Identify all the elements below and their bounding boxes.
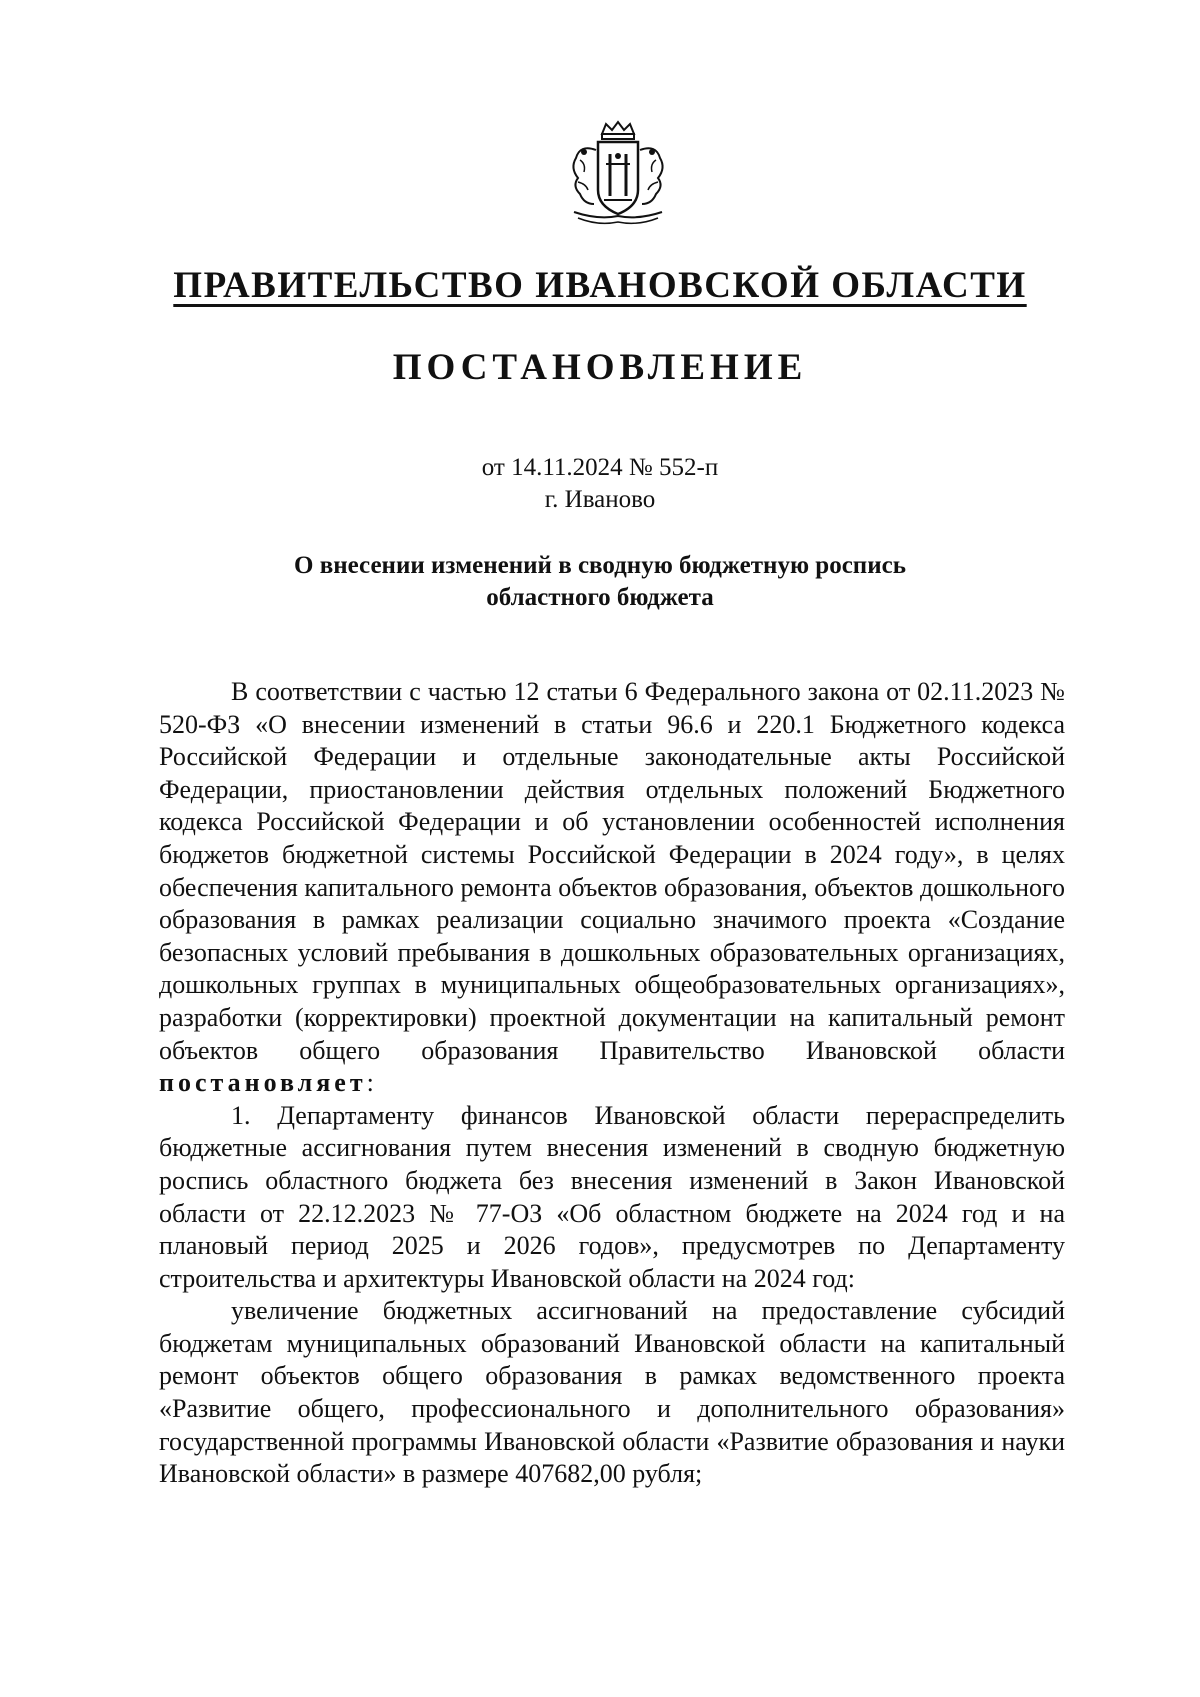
- preamble-paragraph: [159, 676, 1065, 1100]
- document-body: [159, 676, 1065, 1491]
- decree-word: постановляет: [159, 1068, 367, 1098]
- document-meta: [0, 452, 1200, 516]
- item-1-sub-paragraph: увеличение бюджетных ассигнований на предоставление субсидий бюджетам муниципальных образований Ивановской области на капитальный ремонт объектов общего образования в рамках ведомственного проекта «Развитие общего, профессионального и дополнительного образования» государственной программы Ивановской области «Развитие образования и науки Ивановской области» в размере 407682,00 рубля;: [159, 1296, 1065, 1489]
- subject-line-2: областного бюджета: [486, 584, 714, 611]
- subject-line-1: О внесении изменений в сводную бюджетную роспись: [294, 552, 906, 579]
- preamble-text: В соответствии с частью 12 статьи 6 Федерального закона от 02.11.2023 № 520-ФЗ «О внесении изменений в статьи 96.6 и 220.1 Бюджетного кодекса Российской Федерации и отдельные законодательные акты Российской Федерации, приостановлении действия отдельных положений Бюджетного кодекса Российской Федерации и об установлении особенностей исполнения бюджетов бюджетной системы Российской Федерации в 2024 году», в целях обеспечения капитального ремонта объектов образования, объектов дошкольного образования в рамках реализации социально значимого проекта «Создание безопасных условий пребывания в дошкольных образовательных организациях, дошкольных группах в муниципальных общеобразовательных организациях», разработки (корректировки) проектной документации на капитальный ремонт объектов общего образования Правительство Ивановской области: [159, 677, 1065, 1065]
- decree-colon: :: [366, 1068, 374, 1098]
- city-line: г. Иваново: [544, 486, 656, 513]
- document-subject: [0, 550, 1200, 614]
- date-number-line: от 14.11.2024 № 552-п: [481, 454, 719, 481]
- document-type-heading: ПОСТАНОВЛЕНИЕ: [392, 347, 808, 388]
- government-title: ПРАВИТЕЛЬСТВО ИВАНОВСКОЙ ОБЛАСТИ: [173, 265, 1027, 306]
- coat-of-arms-emblem: [558, 120, 678, 228]
- item-1-paragraph: 1. Департаменту финансов Ивановской области перераспределить бюджетные ассигнования путем внесения изменений в сводную бюджетную роспись областного бюджета без внесения изменений в Закон Ивановской области от 22.12.2023 № 77-ОЗ «Об областном бюджете на 2024 год и на плановый период 2025 и 2026 годов», предусмотрев по Департаменту строительства и архитектуры Ивановской области на 2024 год:: [159, 1100, 1065, 1293]
